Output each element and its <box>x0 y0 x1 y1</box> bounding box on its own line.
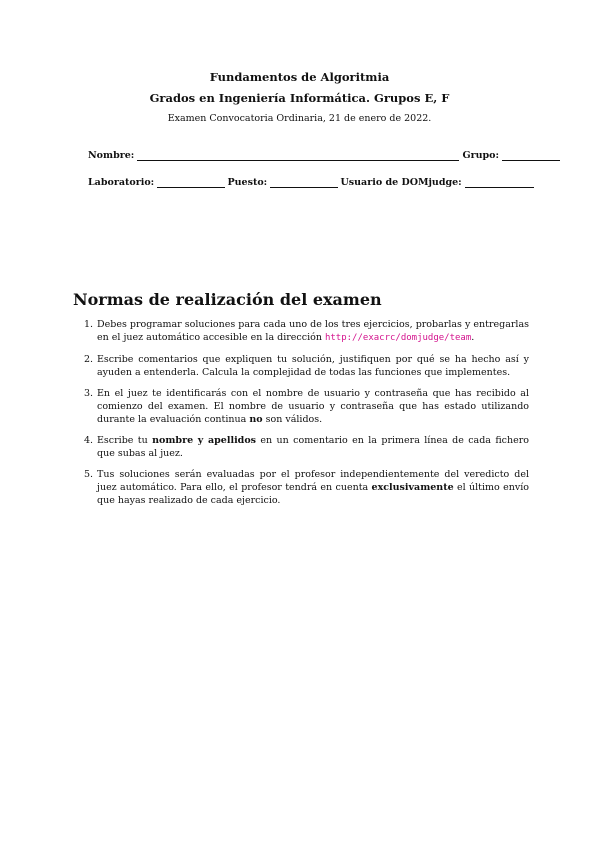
list-item <box>73 434 529 460</box>
usuario-label: Usuario de DOMjudge: <box>340 177 462 188</box>
puesto-label: Puesto: <box>227 177 268 188</box>
grupo-field[interactable] <box>502 150 560 161</box>
rule-emphasis: nombre y apellidos <box>152 435 257 446</box>
rule-emphasis: exclusivamente <box>371 482 454 493</box>
judge-link[interactable]: http://exacrc/domjudge/team <box>324 333 472 343</box>
rule-number: 4. <box>84 435 94 446</box>
nombre-label: Nombre: <box>88 150 135 161</box>
list-item <box>73 318 529 345</box>
rule-number: 2. <box>84 354 94 365</box>
rule-text: Escribe comentarios que expliquen tu solución, justifiquen por qué se ha hecho así y ayuden a entenderla. Calcula la complejidad de todas las funciones que implementes. <box>97 354 529 378</box>
rule-text-end: en un comentario en la primera línea de cada fichero que subas al juez. <box>97 435 529 459</box>
lab-row <box>88 177 534 188</box>
list-item <box>73 387 529 426</box>
exam-info: Examen Convocatoria Ordinaria, 21 de enero de 2022. <box>167 113 432 124</box>
rule-number: 1. <box>84 319 94 330</box>
rule-text: Debes programar soluciones para cada uno de los tres ejercicios, probarlas y entregarlas en el juez automático accesible en la dirección <box>97 319 529 343</box>
rule-emphasis: no <box>249 414 263 425</box>
course-title: Fundamentos de Algoritmia <box>209 70 390 84</box>
degree-subtitle: Grados en Ingeniería Informática. Grupos E, F <box>149 91 450 105</box>
section-title: Normas de realización del examen <box>73 290 382 309</box>
nombre-field[interactable] <box>137 150 459 161</box>
list-item <box>73 468 529 507</box>
laboratorio-field[interactable] <box>157 177 224 188</box>
rule-text-end: son válidos. <box>262 414 323 425</box>
rule-text: Tus soluciones serán evaluadas por el profesor independientemente del veredicto del juez automático. Para ello, el profesor tendrá en cuenta <box>97 469 529 493</box>
name-group-row <box>88 150 560 161</box>
rule-text-end: el último envío que hayas realizado de cada ejercicio. <box>97 482 529 506</box>
rule-text-end: . <box>471 332 475 343</box>
rule-text: Escribe tu <box>97 435 153 446</box>
rule-number: 3. <box>84 388 94 399</box>
rules-list <box>73 318 529 515</box>
grupo-label: Grupo: <box>462 150 499 161</box>
puesto-field[interactable] <box>270 177 337 188</box>
laboratorio-label: Laboratorio: <box>88 177 155 188</box>
list-item <box>73 353 529 379</box>
usuario-field[interactable] <box>465 177 534 188</box>
rule-text: En el juez te identificarás con el nombre de usuario y contraseña que has recibido al comienzo del examen. El nombre de usuario y contraseña que has estado utilizando durante la evaluación continua <box>97 388 529 425</box>
rule-number: 5. <box>84 469 94 480</box>
